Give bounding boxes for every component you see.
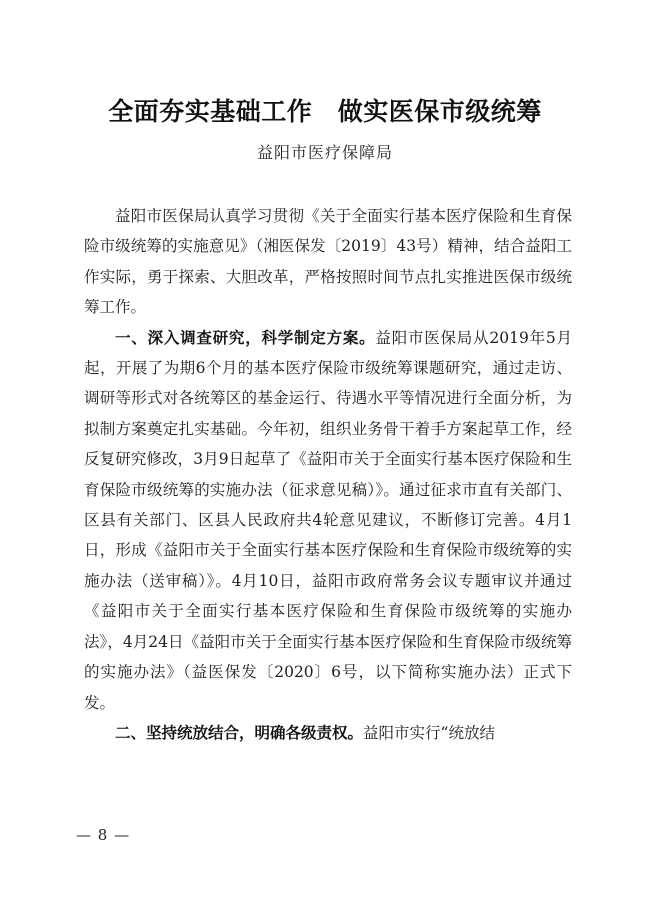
paragraph-section-2 (84, 718, 572, 748)
document-author: 益阳市医疗保障局 (256, 143, 393, 162)
paragraph-intro (84, 201, 572, 323)
paragraph-text: 益阳市医保局从2019年5月起，开展了为期6个月的基本医疗保险市级统筹课题研究，通过走访、调研等形式对各统筹区的基金运行、待遇水平等情况进行全面分析，为拟制方案奠定扎实基础。今年初，组织业务骨干着手方案起草工作，经反复研究修改，3月9日起草了《益阳市关于全面实行基本医疗保险和生育保险市级统筹的实施办法（征求意见稿）》。通过征求市直有关部门、区县有关部门、区县人民政府共4轮意见建议，不断修订完善。4月1日，形成《益阳市关于全面实行基本医疗保险和生育保险市级统筹的实施办法（送审稿）》。4月10日，益阳市政府常务会议专题审议并通过《益阳市关于全面实行基本医疗保险和生育保险市级统筹的实施办法》，4月24日《益阳市关于全面实行基本医疗保险和生育保险市级统筹的实施办法》（益医保发〔2020〕6号，以下简称实施办法）正式下发。 (84, 328, 572, 712)
document-title: 全面夯实基础工作 做实医保市级统筹 (108, 97, 542, 126)
paragraph-heading: 二、坚持统放结合，明确各级责权。 (115, 722, 364, 742)
paragraph-text: 益阳市医保局认真学习贯彻《关于全面实行基本医疗保险和生育保险市级统筹的实施意见》（湘医保发〔2019〕43号）精神，结合益阳工作实际，勇于探索、大胆改革，严格按照时间节点扎实推进医保市级统筹工作。 (84, 207, 572, 317)
document-body (84, 201, 572, 748)
paragraph-text: 益阳市实行“统放结 (363, 723, 495, 742)
paragraph-section-1 (84, 323, 572, 718)
page-number: — 8 — (76, 826, 131, 844)
paragraph-heading: 一、深入调查研究，科学制定方案。 (115, 327, 376, 347)
